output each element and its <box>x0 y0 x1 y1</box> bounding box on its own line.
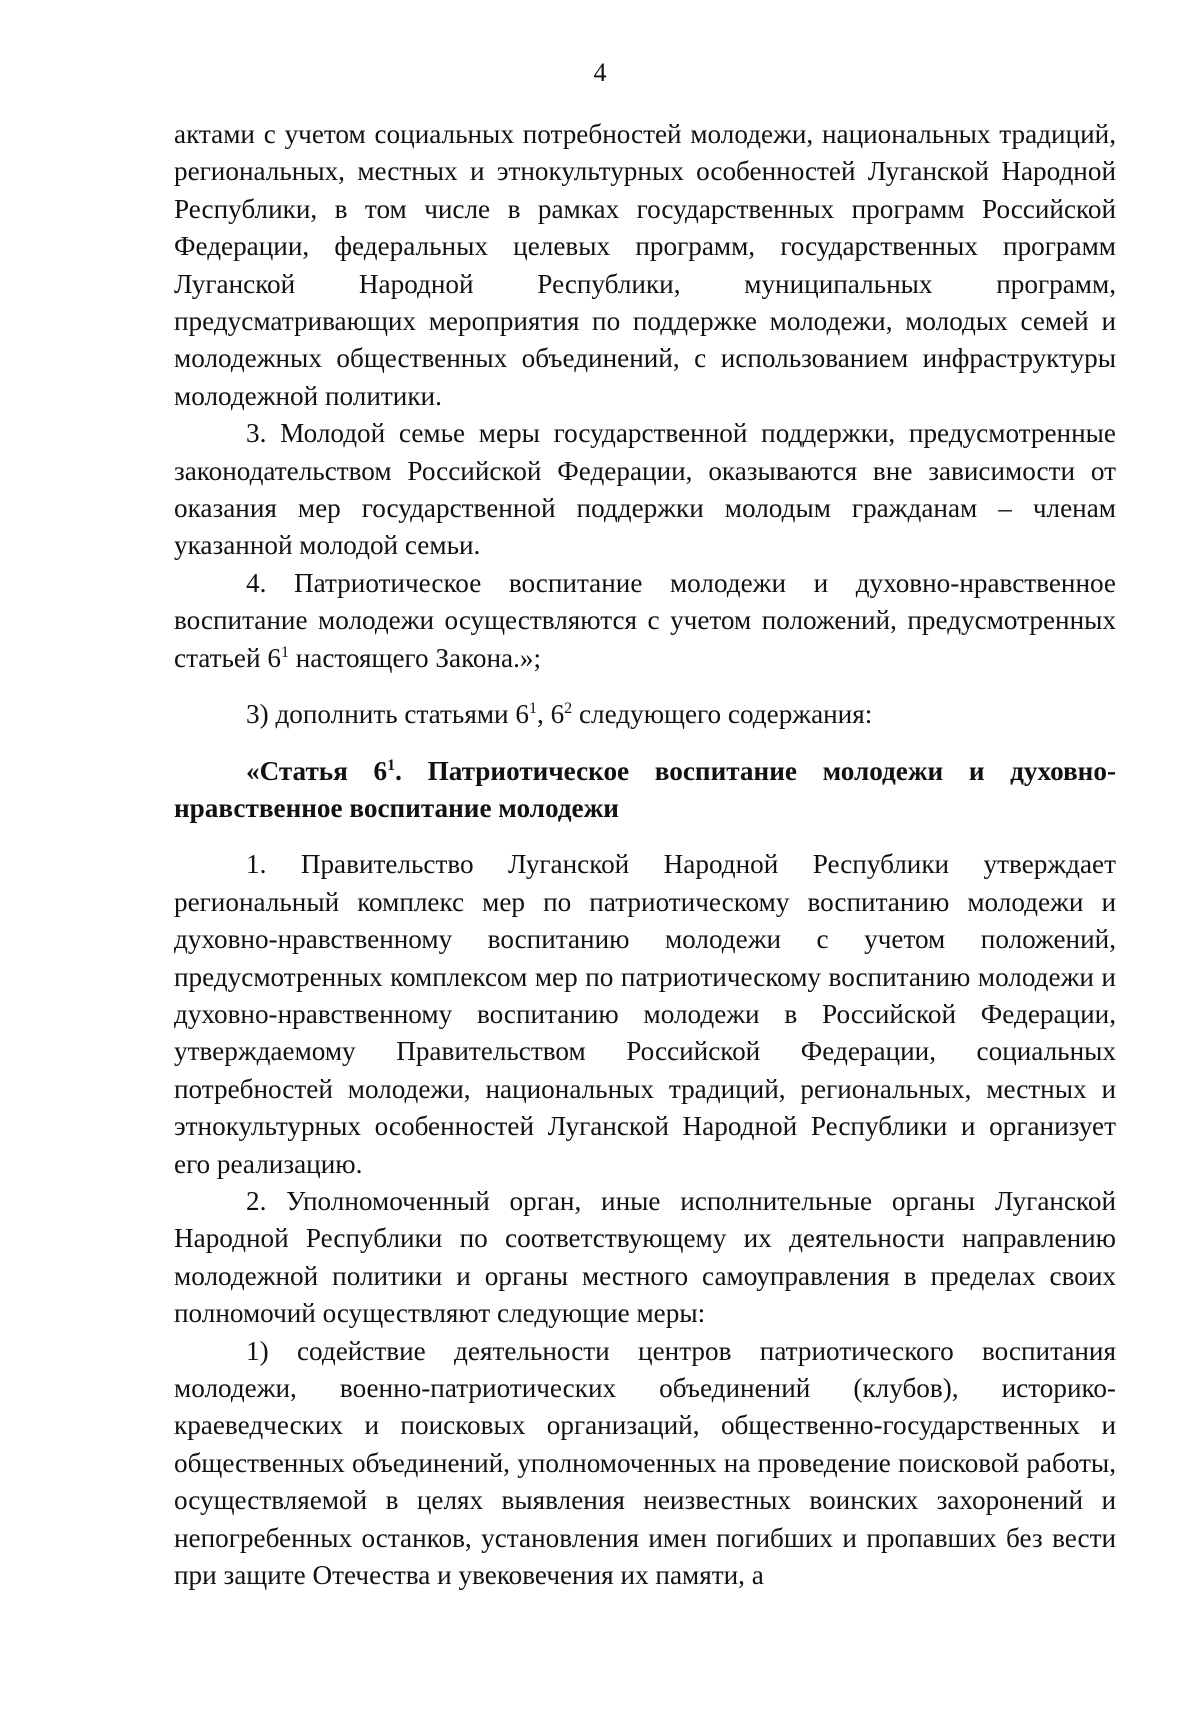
superscript: 1 <box>387 756 396 774</box>
paragraph-item-4 <box>174 565 1116 677</box>
article-subparagraph-1: 1) содействие деятельности центров патриотического воспитания молодежи, военно-патриотических объединений (клубов), историко-краеведческих и поисковых организаций, общественно-государственных и общественных объединений, уполномоченных на проведение поисковой работы, осуществляемой в целях выявления неизвестных воинских захоронений и непогребенных останков, установления имен погибших и пропавших без вести при защите Отечества и увековечения их памяти, а <box>174 1335 1116 1591</box>
paragraph-item-3: 3. Молодой семье меры государственной поддержки, предусмотренные законодательством Российской Федерации, оказываются вне зависимости от оказания мер государственной поддержки молодым гражданам – членам указанной молодой семьи. <box>174 418 1116 561</box>
superscript: 1 <box>280 643 289 661</box>
amendment-point-3-text-end: следующего содержания: <box>572 699 873 730</box>
article-paragraph-1: 1. Правительство Луганской Народной Республики утверждает региональный комплекс мер по патриотическому воспитанию молодежи и духовно-нравственному воспитанию молодежи с учетом положений, предусмотренных комплексом мер по патриотическому воспитанию молодежи и духовно-нравственному воспитанию молодежи в Российской Федерации, утверждаемому Правительством Российской Федерации, социальных потребностей молодежи, национальных традиций, региональных, местных и этнокультурных особенностей Луганской Народной Республики и организует его реализацию. <box>174 849 1116 1179</box>
page-number: 4 <box>593 58 607 87</box>
document-body <box>174 116 1116 1594</box>
article-paragraph-2: 2. Уполномоченный орган, иные исполнительные органы Луганской Народной Республики по соответствующему их деятельности направлению молодежной политики и органы местного самоуправления в пределах своих полномочий осуществляют следующие меры: <box>174 1185 1116 1329</box>
amendment-point-3-text: 3) дополнить статьями 6 <box>246 699 529 730</box>
paragraph-item-4-text-end: настоящего Закона.»; <box>288 642 542 673</box>
article-heading <box>174 753 1116 828</box>
paragraph-continuation: актами с учетом социальных потребностей молодежи, национальных традиций, региональных, местных и этнокультурных особенностей Луганской Народной Республики, в том числе в рамках государственных программ Российской Федерации, федеральных целевых программ, государственных программ Луганской Народной Республики, муниципальных программ, предусматривающих мероприятия по поддержке молодежи, молодых семей и молодежных общественных объединений, с использованием инфраструктуры молодежной политики. <box>174 119 1116 411</box>
superscript: 2 <box>564 700 573 718</box>
article-heading-text: «Статья 6 <box>246 755 388 786</box>
article-heading-title: . Патриотическое воспитание молодежи и духовно-нравственное воспитание молодежи <box>174 755 1116 823</box>
superscript: 1 <box>528 700 537 718</box>
paragraph-item-4-text: 4. Патриотическое воспитание молодежи и духовно-нравственное воспитание молодежи осуществляются с учетом положений, предусмотренных статьей 6 <box>174 567 1116 673</box>
amendment-point-3 <box>174 696 1116 733</box>
amendment-point-3-separator: , 6 <box>536 699 565 730</box>
